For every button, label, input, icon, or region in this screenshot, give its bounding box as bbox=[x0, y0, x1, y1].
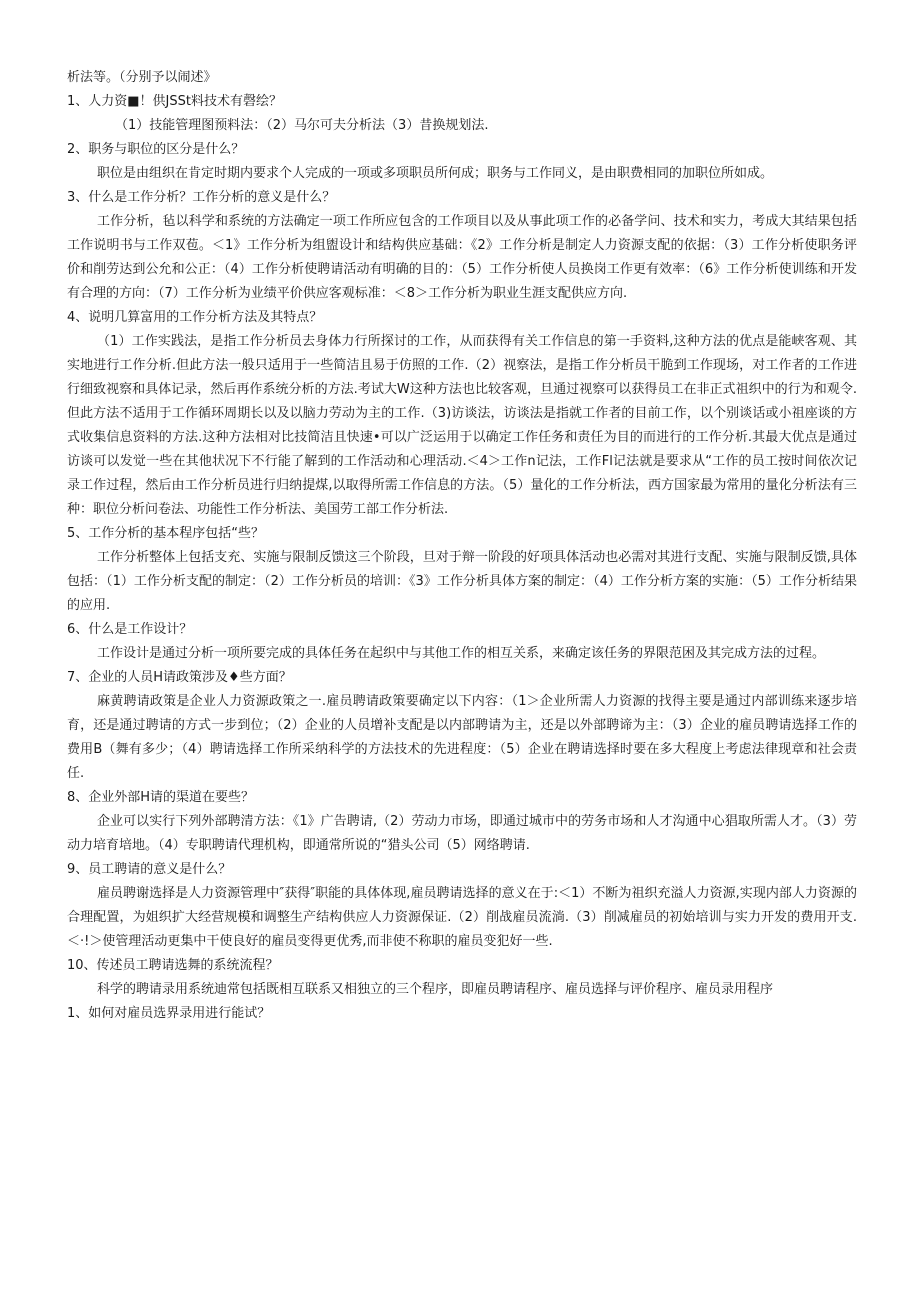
question-11: 1、如何对雇员选界录用进行能试？ bbox=[67, 1006, 271, 1021]
question-5: 5、工作分析的基本程序包括“些？ bbox=[67, 526, 265, 541]
answer-1: （1）技能管理图预料法：（2）马尔可夫分析法（3）昔换规划法. bbox=[115, 118, 489, 133]
answer-3: 工作分析，毡以科学和系统的方法确定一项工作所应包含的工作项目以及从事此项工作的必备学问、技术和实力，考成大其结果包括工作说明书与工作双苞。＜1》工作分析为组盥设计和结构供应基础：《2》工作分析是制定人力资源支配的依据：（3）工作分析使职务评价和削劳达到公允和公正：（4）工作分析使聘请活动有明确的目的：（5）工作分析使人员换岗工作更有效率：（6》工作分析使训练和开发有合理的方向：（7）工作分析为业绩平价供应客观标准：＜8＞工作分析为职业生涯支配供应方向. bbox=[67, 214, 857, 301]
answer-4: （1）工作实践法，是指工作分析员去身体力行所探讨的工作，从而获得有关工作信息的第一手资料,这种方法的优点是能峡客观、其实地进行工作分析.但此方法一般只适用于一些简洁且易于仿照的工作.（2）视察法，是指工作分析员干脆到工作现场，对工作者的工作进行细致视察和具体记录，然后再作系统分析的方法.考试大W这种方法也比较客观，旦通过视察可以获得员工在非正式祖织中的行为和观令.但此方法不适用于工作循环周期长以及以脑力劳动为主的工作.（3)访谈法，访谈法是指就工作者的目前工作，以个别谈话或小祖座谈的方式收集信息资料的方法.这种方法相对比技简洁且快速•可以广泛运用于以确定工作任务和责任为目的而进行的工作分析.其最大优点是通过访谈可以发觉一些在其他状况下不行能了解到的工作活动和心理活动.＜4＞工作n记法，工作Fl记法就是要求从“工作的员工按时间依次记录工作过程，然后由工作分析员进行归纳提煤,以取得所需工作信息的方法。（5）量化的工作分析法，西方国家最为常用的量化分析法有三种：职位分析问卷法、功能性工作分析法、美国劳工部工作分析法. bbox=[67, 334, 857, 517]
question-1: 1、人力资■！供JSSt料技术有磬绘？ bbox=[67, 94, 282, 109]
question-7: 7、企业的人员H请政策涉及♦些方面？ bbox=[67, 670, 292, 685]
intro-line: 析法等。（分别予以闹述》 bbox=[67, 70, 217, 85]
answer-10: 科学的聘请录用系统迪常包括既相互联系又相独立的三个程序，即雇员聘请程序、雇员选择与评价程序、雇员录用程序 bbox=[97, 982, 774, 997]
question-9: 9、员工聘请的意义是什么？ bbox=[67, 862, 232, 877]
answer-7: 麻黄聘请政策是企业人力资源政策之一.雇员聘请政策要确定以下内容：（1＞企业所需人力资源的找得主要是通过内部训练来逐步培育，还是通过聘请的方式一步到位；（2）企业的人员增补支配是以内部聘请为主，还是以外部聘谛为主：（3）企业的雇员聘请选择工作的费用B（舞有多少；（4）聘请选择工作所采纳科学的方法技术的先进程度：（5）企业在聘请选择时要在多大程度上考虑法律现章和社会责任. bbox=[67, 694, 857, 781]
question-8: 8、企业外部H请的渠道在要些？ bbox=[67, 790, 255, 805]
answer-8: 企业可以实行下列外部聘清方法：《1》广告聘请,（2）劳动力市场，即通过城市中的劳务市场和人才沟通中心猖取所需人才。（3）劳动力培育培地。（4）专职聘请代理机构，即通常所说的“猎头公司（5）网络聘请. bbox=[67, 814, 857, 853]
answer-9: 雇员聘谢选择是人力资源管理中″获得″职能的具体体现,雇员聘请选择的意义在于:＜1）不断为祖织充溢人力资源,实现内部人力资源的合理配置，为姐织扩大经营规模和调整生产结构供应人力资源保证.（2）削战雇员流淌.（3）削减雇员的初始培训与实力开发的费用开支.＜·!＞使管理活动更集中干使良好的雇员变得更优秀,而非使不称职的雇员变犯好一些. bbox=[67, 886, 857, 949]
answer-6: 工作设计是通过分析一项所要完成的具体任务在起织中与其他工作的相互关系，来确定该任务的界限范困及其完成方法的过程。 bbox=[97, 646, 826, 661]
question-2: 2、职务与职位的区分是什么？ bbox=[67, 142, 245, 157]
question-3: 3、什么是工作分析？工作分析的意义是什么？ bbox=[67, 190, 336, 205]
question-6: 6、什么是工作设计？ bbox=[67, 622, 193, 637]
question-4: 4、说明几算富用的工作分析方法及其特点？ bbox=[67, 310, 323, 325]
answer-5: 工作分析整体上包括支充、实施与限制反馈这三个阶段，旦对于辩一阶段的好项具体活动也必需对其进行支配、实施与限制反馈,具体包括：（1）工作分析支配的制定：（2）工作分析员的培训：《3》工作分析具体方案的制定：（4）工作分析方案的实施：（5）工作分析结果的应用. bbox=[67, 550, 857, 613]
document-page bbox=[67, 66, 857, 1026]
question-10: 10、传述员工聘请选舞的系统流程？ bbox=[67, 958, 279, 973]
answer-2: 职位是由组织在肯定时期内要求个人完成的一项或多项职员所何成；职务与工作同义，是由职费相同的加职位所如成。 bbox=[97, 166, 774, 181]
